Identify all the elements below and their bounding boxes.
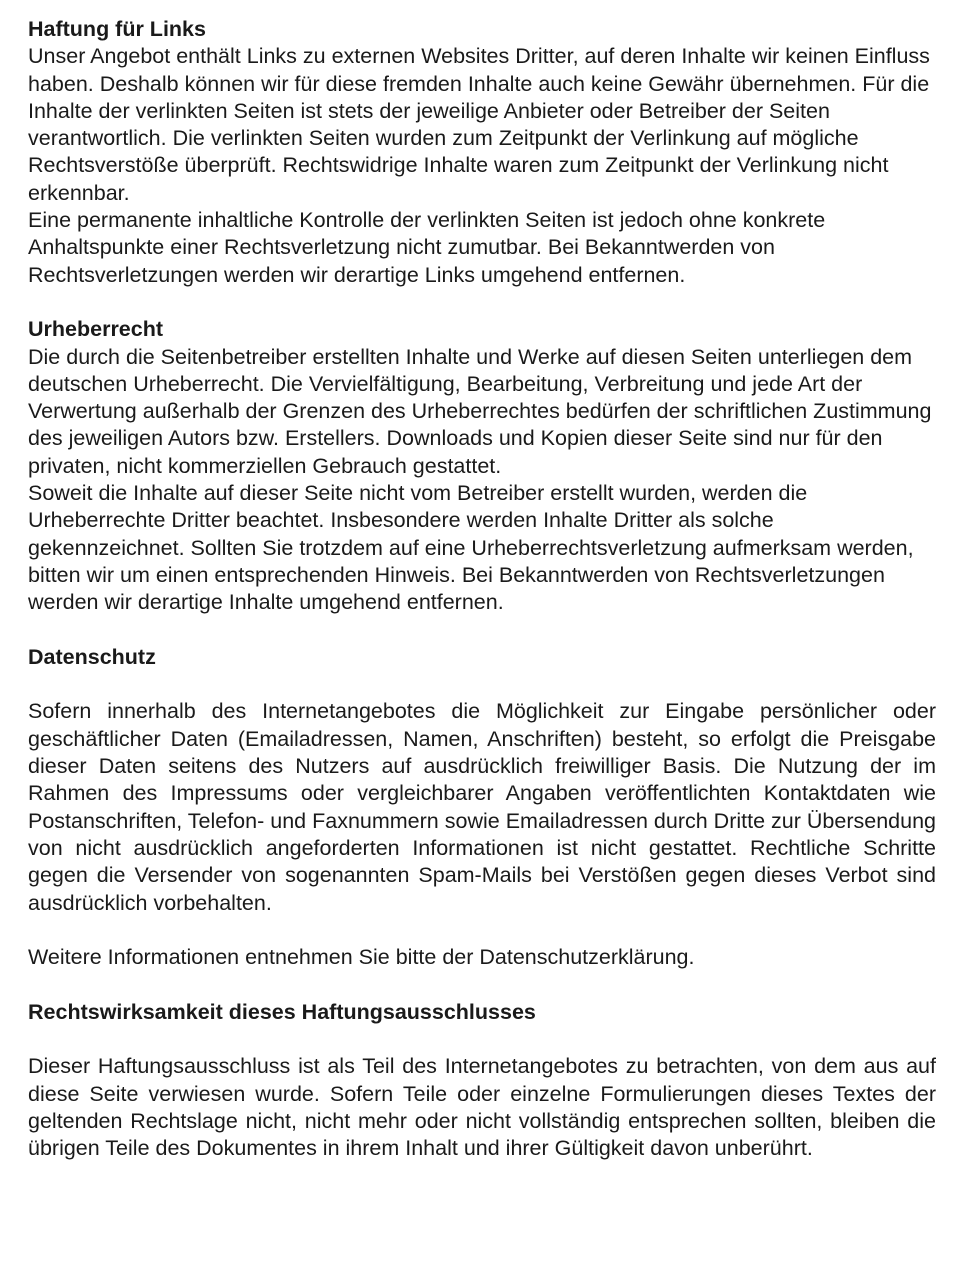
section-spacer	[28, 289, 936, 316]
section-heading-links: Haftung für Links	[28, 17, 206, 41]
paragraph-spacer	[28, 671, 936, 698]
section-spacer	[28, 617, 936, 644]
section-heading-copyright: Urheberrecht	[28, 317, 164, 342]
section-validity	[28, 999, 936, 1163]
paragraph-spacer	[28, 917, 936, 944]
section-spacer	[28, 971, 936, 998]
paragraph-privacy-2: Weitere Informationen entnehmen Sie bitte der Datenschutzerklärung.	[28, 945, 695, 970]
paragraph-links-1: Unser Angebot enthält Links zu externen Websites Dritter, auf deren Inhalte wir keinen Einfluss haben. Deshalb können wir für diese fremden Inhalte auch keine Gewähr übernehmen. Für die Inhalte der verlinkten Seiten ist stets der jeweilige Anbieter oder Betreiber der Seiten verantwortlich. Die verlinkten Seiten wurden zum Zeitpunkt der Verlinkung auf mögliche Rechtsverstöße überprüft. Rechtswidrige Inhalte waren zum Zeitpunkt der Verlinkung nicht erkennbar.	[28, 44, 930, 205]
section-liability-links	[28, 16, 936, 289]
paragraph-copyright-2: Soweit die Inhalte auf dieser Seite nicht vom Betreiber erstellt wurden, werden die Urheberrechte Dritter beachtet. Insbesondere werden Inhalte Dritter als solche gekennzeichnet. Sollten Sie trotzdem auf eine Urheberrechtsverletzung aufmerksam werden, bitten wir um einen entsprechenden Hinweis. Bei Bekanntwerden von Rechtsverletzungen werden wir derartige Inhalte umgehend entfernen.	[28, 481, 914, 615]
section-heading-privacy: Datenschutz	[28, 644, 156, 669]
section-heading-validity: Rechtswirksamkeit dieses Haftungsausschlusses	[28, 999, 536, 1024]
section-copyright	[28, 316, 936, 616]
paragraph-spacer	[28, 1026, 936, 1053]
section-privacy	[28, 644, 936, 972]
paragraph-privacy-1: Sofern innerhalb des Internetangebotes die Möglichkeit zur Eingabe persönlicher oder geschäftlicher Daten (Emailadressen, Namen, Anschriften) besteht, so erfolgt die Preisgabe dieser Daten seitens des Nutzers auf ausdrücklich freiwilliger Basis. Die Nutzung der im Rahmen des Impressums oder vergleichbarer Angaben veröffentlichten Kontaktdaten wie Postanschriften, Telefon- und Faxnummern sowie Emailadressen durch Dritte zur Übersendung von nicht ausdrücklich angeforderten Informationen ist nicht gestattet. Rechtliche Schritte gegen die Versender von sogenannten Spam-Mails bei Verstößen gegen dieses Verbot sind ausdrücklich vorbehalten.	[28, 699, 936, 915]
paragraph-copyright-1: Die durch die Seitenbetreiber erstellten Inhalte und Werke auf diesen Seiten unterliegen dem deutschen Urheberrecht. Die Vervielfältigung, Bearbeitung, Verbreitung und jede Art der Verwertung außerhalb der Grenzen des Urheberrechtes bedürfen der schriftlichen Zustimmung des jeweiligen Autors bzw. Erstellers. Downloads und Kopien dieser Seite sind nur für den privaten, nicht kommerziellen Gebrauch gestattet.	[28, 344, 932, 478]
paragraph-links-2: Eine permanente inhaltliche Kontrolle der verlinkten Seiten ist jedoch ohne konkrete Anhaltspunkte einer Rechtsverletzung nicht zumutbar. Bei Bekanntwerden von Rechtsverletzungen werden wir derartige Links umgehend entfernen.	[28, 208, 826, 287]
paragraph-validity-1: Dieser Haftungsausschluss ist als Teil des Internetangebotes zu betrachten, von dem aus auf diese Seite verwiesen wurde. Sofern Teile oder einzelne Formulierungen dieses Textes der geltenden Rechtslage nicht, nicht mehr oder nicht vollständig entsprechen sollten, bleiben die übrigen Teile des Dokumentes in ihrem Inhalt und ihrer Gültigkeit davon unberührt.	[28, 1054, 936, 1161]
